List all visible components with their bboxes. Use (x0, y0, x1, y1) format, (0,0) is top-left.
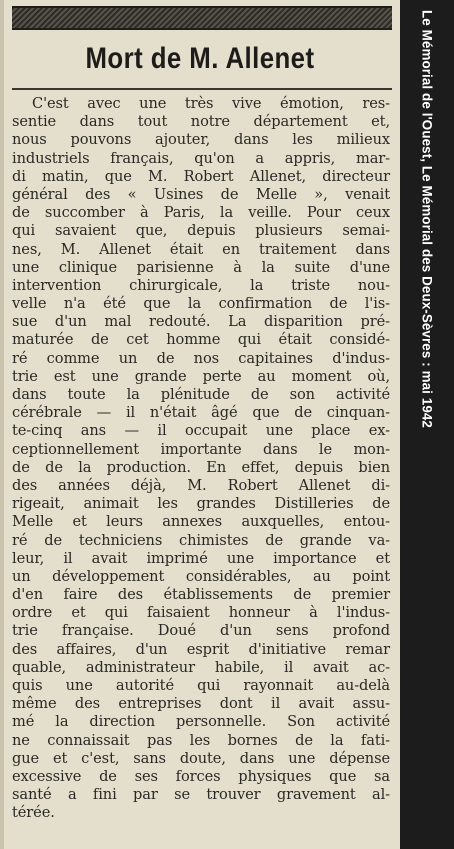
article-line: général des « Usines de Melle », venait (12, 185, 390, 203)
article-line: dans toute la plénitude de son activité (12, 386, 390, 403)
source-caption: Le Mémorial de l'Ouest, Le Mémorial des Deux-Sèvres : mai 1942 (419, 10, 435, 428)
article-line: Melle et leurs annexes auxquelles, entou- (12, 513, 390, 531)
article-line: d'en faire des établissements de premier (12, 586, 390, 604)
article-line: des affaires, d'un esprit d'initiative remar (12, 640, 390, 658)
article-line: intervention chirurgicale, la triste nou- (12, 276, 390, 294)
article-line: ré comme un de nos capitaines d'indus- (12, 349, 390, 367)
title-rule (12, 88, 392, 90)
decorative-header-band (12, 6, 392, 30)
article-body (12, 95, 390, 823)
article-line: leur, il avait imprimé une importance et (12, 549, 390, 567)
article-line: trie française. Doué d'un sens profond (12, 622, 390, 640)
article-line: de de la production. En effet, depuis bien (12, 458, 390, 476)
article-line: sentie dans tout notre département et, (12, 113, 390, 131)
article-line: nes, M. Allenet était en traitement dans (12, 240, 390, 258)
article-line: gue et c'est, sans doute, dans une dépense (12, 749, 390, 767)
article-line: sue d'un mal redouté. La disparition pré- (12, 313, 390, 331)
article-line: quis une autorité qui rayonnait au-delà (12, 677, 390, 694)
article-line: mé la direction personnelle. Son activité (12, 713, 390, 731)
article-line: de succomber à Paris, la veille. Pour ceux (12, 204, 390, 222)
article-line: quable, administrateur habile, il avait ac- (12, 658, 390, 676)
article-line: rigeait, animait les grandes Distilleries de (12, 495, 390, 513)
article-line: excessive de ses forces physiques que sa (12, 767, 390, 785)
article-line: un développement considérables, au point (12, 567, 390, 585)
clipping-edge (0, 0, 4, 849)
article-line: ré de techniciens chimistes de grande va- (12, 531, 390, 549)
article-line: cérébrale — il n'était âgé que de cinquan- (12, 404, 390, 422)
article-line: des années déjà, M. Robert Allenet di- (12, 476, 390, 494)
article-line: velle n'a été que la confirmation de l'is- (12, 295, 390, 313)
article-line: même des entreprises dont il avait assu- (12, 695, 390, 713)
article-line: ceptionnellement importante dans le mon- (12, 440, 390, 458)
article-title: Mort de M. Allenet (85, 42, 315, 75)
article-line: une clinique parisienne à la suite d'une (12, 258, 390, 276)
article-line: ne connaissait pas les bornes de la fati- (12, 731, 390, 749)
article-line: te-cinq ans — il occupait une place ex- (12, 422, 390, 440)
article-line: ordre et qui faisaient honneur à l'indus- (12, 604, 390, 622)
article-line: trie est une grande perte au moment où, (12, 367, 390, 385)
article-line: nous pouvons ajouter, dans les milieux (12, 131, 390, 149)
article-line: santé a fini par se trouver gravement al- (12, 786, 390, 804)
article-line: qui savaient que, depuis plusieurs semai- (12, 222, 390, 240)
article-line: maturée de cet homme qui était considé- (12, 331, 390, 349)
article-line: térée. (12, 804, 55, 822)
article-line: industriels français, qu'on a appris, mar- (12, 149, 390, 167)
article-line: C'est avec une très vive émotion, res- (32, 95, 390, 112)
article-line: di matin, que M. Robert Allenet, directeur (12, 167, 390, 185)
